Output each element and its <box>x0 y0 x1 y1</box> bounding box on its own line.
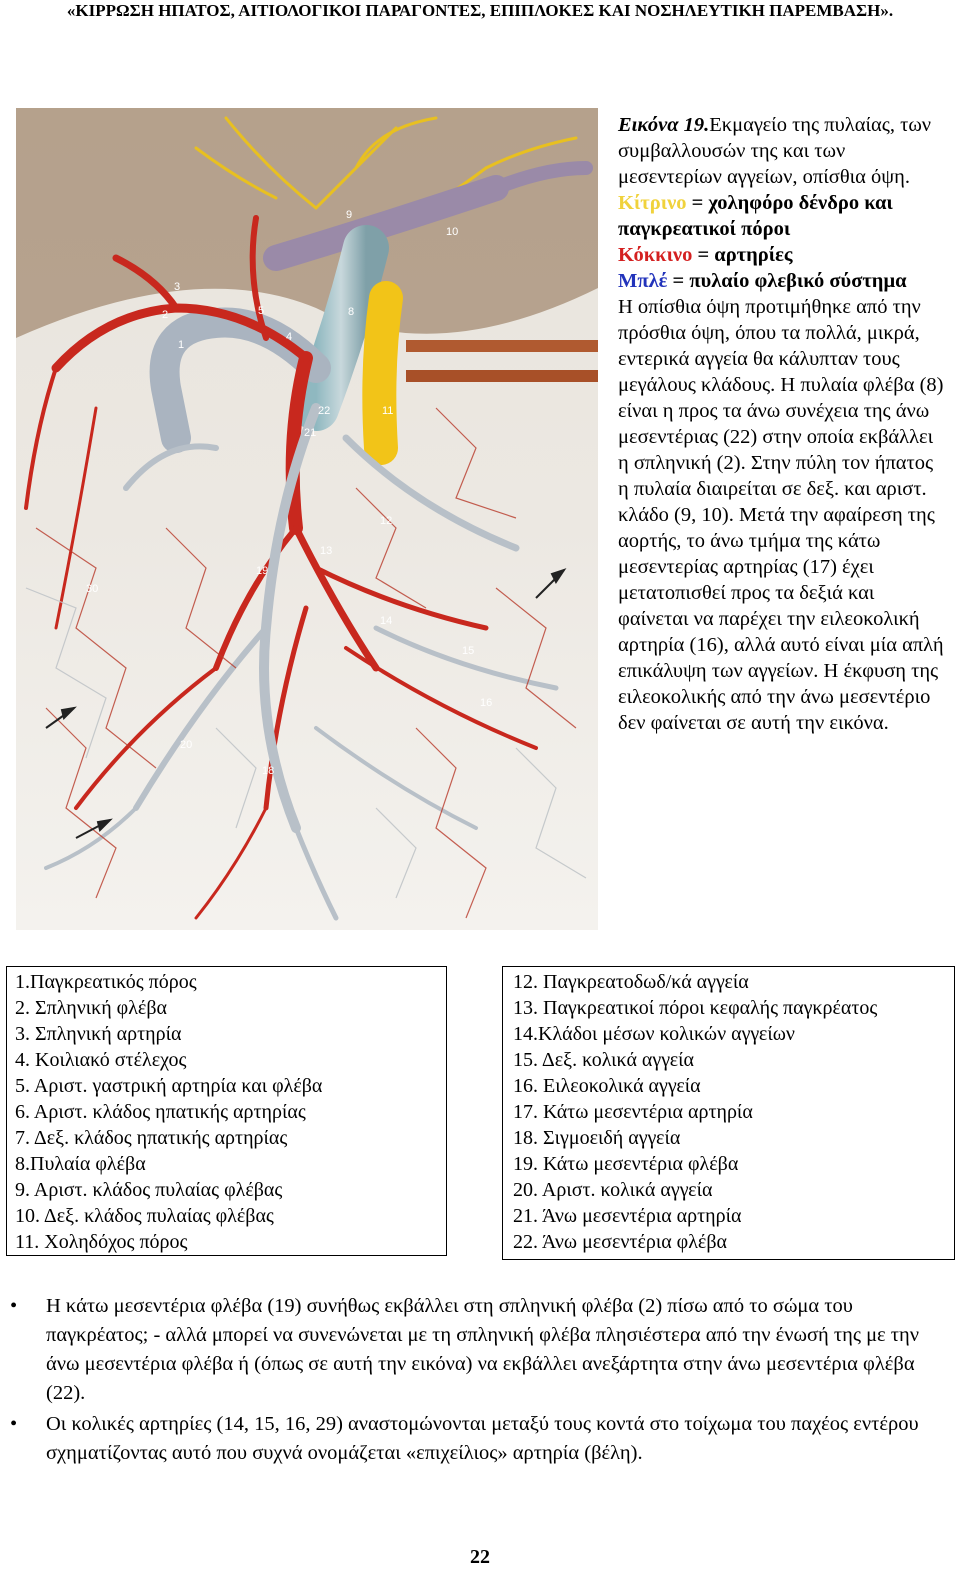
figure-caption <box>618 112 948 736</box>
legend-item: 15. Δεξ. κολικά αγγεία <box>513 1049 694 1071</box>
figure-number-19: 19 <box>256 565 269 577</box>
figure-number-14: 14 <box>380 615 393 627</box>
figure-number-13: 13 <box>320 545 333 557</box>
legend-item: 11. Χοληδόχος πόρος <box>15 1231 188 1253</box>
legend-item: 13. Παγκρεατικοί πόροι κεφαλής παγκρέατος <box>513 997 878 1019</box>
legend-item: 6. Αριστ. κλάδος ηπατικής αρτηρίας <box>15 1101 306 1123</box>
figure-number-12: 12 <box>380 515 393 527</box>
caption-intro <box>618 112 948 190</box>
legend-item: 1.Παγκρεατικός πόρος <box>15 971 197 993</box>
figure-number-21: 21 <box>304 427 317 439</box>
legend-item: 14.Κλάδοι μέσων κολικών αγγείων <box>513 1023 795 1045</box>
figure-number-18: 18 <box>262 765 275 777</box>
document-header: «ΚΙΡΡΩΣΗ ΗΠΑΤΟΣ, ΑΙΤΙΟΛΟΓΙΚΟΙ ΠΑΡΑΓΟΝΤΕΣ, ΕΠΙΠΛΟΚΕΣ ΚΑΙ ΝΟΣΗΛΕΥΤΙΚΗ ΠΑΡΕΜΒΑΣΗ». <box>66 1 894 20</box>
legend-item: 20. Αριστ. κολικά αγγεία <box>513 1179 713 1201</box>
legend-item: 5. Αριστ. γαστρική αρτηρία και φλέβα <box>15 1075 323 1097</box>
legend-item: 17. Κάτω μεσεντέρια αρτηρία <box>513 1101 753 1123</box>
figure-number-3: 3 <box>174 281 181 293</box>
legend-item: 22. Άνω μεσεντέρια φλέβα <box>513 1231 727 1253</box>
note-text: Η κάτω μεσεντέρια φλέβα (19) συνήθως εκβάλλει στη σπληνική φλέβα (2) πίσω από το σώμα του παγκρέατος; - αλλά μπορεί να συνενώνεται με τη σπληνική φλέβα πλησιέστερα από την ένωσή της με την άνω μεσεντέρια φλέβα ή (όπως σε αυτή την εικόνα) να εκβάλλει ανεξάρτητα στην άνω μεσεντέρια φλέβα (22). <box>46 1295 920 1404</box>
caption-body: Η οπίσθια όψη προτιμήθηκε από την πρόσθια όψη, όπου τα πολλά, μικρά, εντερικά αγγεία θα κάλυπταν τους μεγάλους κλάδους. Η πυλαία φλέβα (8) είναι η προς τα άνω συνέχεια της άνω μεσεντέριας (22) στην οποία εκβάλλει η σπληνική (2). Στην πύλη τον ήπατος η πυλαία διαιρείται σε δεξ. και αριστ. κλάδο (9, 10). Μετά την αφαίρεση της αορτής, το άνω τμήμα της κάτω μεσεντερίας αρτηρίας (17) έχει μετατοπισθεί προς τα δεξιά και φαίνεται να παρέχει την ειλεοκολική αρτηρία (16), αλλά αυτό είναι μία απλή επικάλυψη των αγγείων. Η έκφυση της ειλεοκολικής από την άνω μεσεντέριο δεν φαίνεται σε αυτή την εικόνα. <box>618 296 944 734</box>
red-key-text: = αρτηρίες <box>692 244 793 266</box>
legend-item: 19. Κάτω μεσεντέρια φλέβα <box>513 1153 739 1175</box>
figure-number-10: 10 <box>446 226 459 238</box>
figure-number-22: 22 <box>318 405 331 417</box>
blue-key-word: Μπλέ <box>618 270 668 292</box>
legend-item: 10. Δεξ. κλάδος πυλαίας φλέβας <box>15 1205 274 1227</box>
caption-blue-key <box>618 268 948 294</box>
legend-item: 4. Κοιλιακό στέλεχος <box>15 1049 187 1071</box>
legend-item: 9. Αριστ. κλάδος πυλαίας φλέβας <box>15 1179 283 1201</box>
caption-intro-text: Εκμαγείο της πυλαίας, των συμβαλλουσών της και των μεσεντερίων αγγείων, οπίσθια όψη. <box>618 114 932 188</box>
figure-number-11: 11 <box>382 405 394 417</box>
note-item <box>8 1292 948 1408</box>
figure-number-2: 2 <box>162 309 169 321</box>
vascular-cast-figure <box>16 108 598 930</box>
legend-item: 18. Σιγμοειδή αγγεία <box>513 1127 681 1149</box>
figure-number-15: 15 <box>462 645 475 657</box>
legend-right <box>502 966 955 1260</box>
caption-red-key <box>618 242 948 268</box>
legend-item: 21. Άνω μεσεντέρια αρτηρία <box>513 1205 742 1227</box>
yellow-key-word: Κίτρινο <box>618 192 687 214</box>
page-number: 22 <box>470 1546 490 1568</box>
legend-left <box>6 966 447 1256</box>
legend-item: 2. Σπληνική φλέβα <box>15 997 167 1019</box>
legend-item: 8.Πυλαία φλέβα <box>15 1153 146 1175</box>
caption-label: Εικόνα 19. <box>618 114 710 136</box>
note-text: Οι κολικές αρτηρίες (14, 15, 16, 29) αναστομώνονται μεταξύ τους κοντά στο τοίχωμα του παχέος εντέρου σχηματίζοντας αυτό που συχνά ονομάζεται «επιχείλιος» αρτηρία (βέλη). <box>46 1413 919 1464</box>
vascular-cast-image <box>16 108 598 930</box>
note-item <box>8 1410 948 1468</box>
legend-item: 3. Σπληνική αρτηρία <box>15 1023 182 1045</box>
figure-number-9: 9 <box>346 209 353 221</box>
legend-item: 16. Ειλεοκολικά αγγεία <box>513 1075 701 1097</box>
figure-number-16: 16 <box>480 697 493 709</box>
legend-item: 7. Δεξ. κλάδος ηπατικής αρτηρίας <box>15 1127 288 1149</box>
figure-number-5: 5 <box>258 305 265 317</box>
figure-number-8: 8 <box>348 306 355 318</box>
yellow-key-text: = χοληφόρο δένδρο και παγκρεατικοί πόροι <box>618 192 893 240</box>
figure-number-20: 20 <box>180 739 193 751</box>
legend-item: 12. Παγκρεατοδωδ/κά αγγεία <box>513 971 749 993</box>
caption-yellow-key <box>618 190 948 242</box>
figure-number-30: 30 <box>86 583 99 595</box>
bullet-icon: • <box>10 1413 18 1435</box>
bullet-icon: • <box>10 1295 18 1317</box>
red-key-word: Κόκκινο <box>618 244 693 266</box>
figure-number-4: 4 <box>286 331 293 343</box>
figure-number-1: 1 <box>178 339 185 351</box>
notes-list <box>8 1292 948 1470</box>
blue-key-text: = πυλαίο φλεβικό σύστημα <box>667 270 907 292</box>
